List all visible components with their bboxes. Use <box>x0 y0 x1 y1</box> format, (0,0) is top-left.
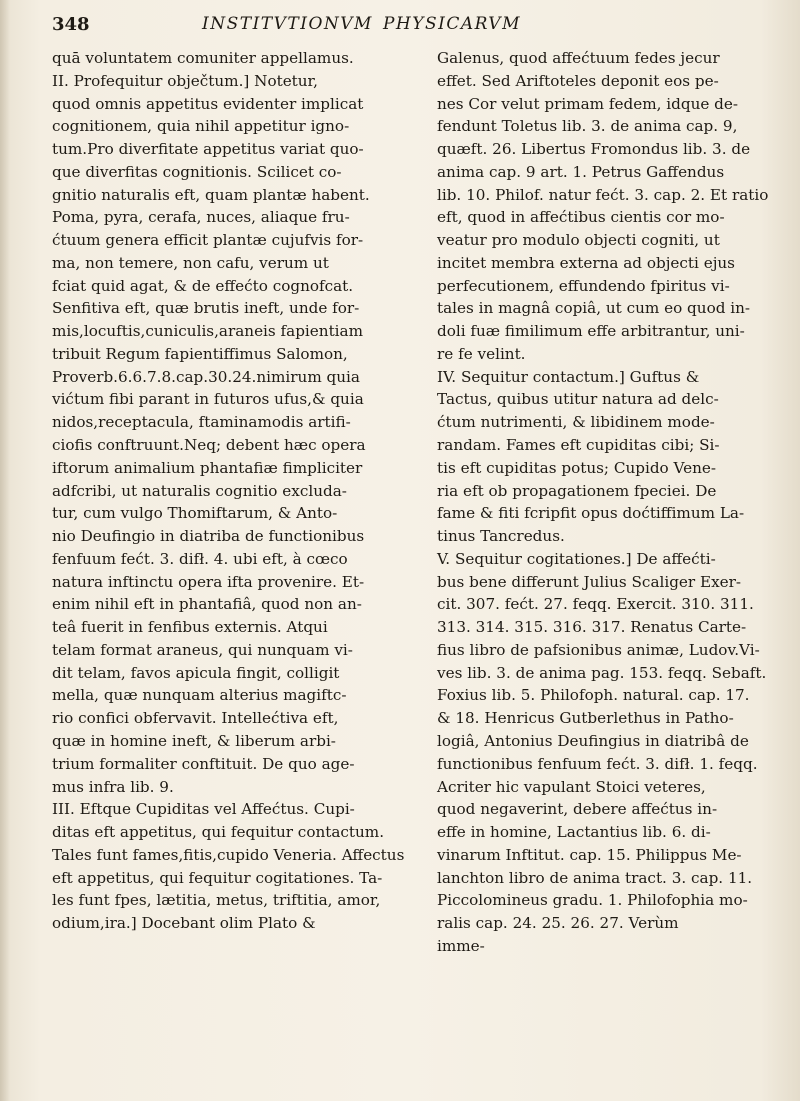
text-line: ves lib. 3. de anima pag. 153. feqq. Sebaft. <box>437 663 767 682</box>
text-line: nes Cor velut primam fedem, idque de- <box>437 94 739 113</box>
text-line: quod negaverint, debere affećtus in- <box>437 800 718 819</box>
text-line: fame & fiti fcripfit opus dоćtiffimum La- <box>437 504 745 523</box>
text-line: Tactus, quibus utitur natura ad delc- <box>437 390 719 409</box>
text-line: ma, non temere, non cafu, verum ut <box>52 253 329 272</box>
text-line: eft, quod in affećtibus cientis cor mo- <box>437 208 725 227</box>
text-line: vićtum fibi parant in futuros ufus,& quia <box>52 390 364 409</box>
text-line: trium formaliter conftituit. De quo age- <box>52 754 355 773</box>
text-line: ria eft ob propagationem fpeciei. De <box>437 481 717 500</box>
text-line: adfcribi, ut naturalis cognitio excluda- <box>52 481 347 500</box>
text-line: Galenus, quod affećtuum fedes jecur <box>437 49 720 67</box>
text-line: ciofis conftruunt.Neq; debent hæc opera <box>52 436 366 455</box>
text-line: perfecutionem, effundendo fpiritus vi- <box>437 276 730 295</box>
text-line: tales in magnâ copiâ, ut cum eo quod in- <box>437 299 751 318</box>
text-line: ćtum nutrimenti, & libidinem mode- <box>437 413 715 432</box>
text-line: Piccolomineus gradu. 1. Philofophia mo- <box>437 891 748 910</box>
text-line: quā voluntatem comuniter appellamus. <box>52 49 354 67</box>
text-line: functionibus fenfuum fećt. 3. difł. 1. feqq. <box>437 754 758 773</box>
text-line: doli fuæ fimilimum effe arbitrantur, uni- <box>437 322 745 341</box>
text-line: Proverb.6.6.7.8.cap.30.24.nimirum quia <box>52 367 360 386</box>
text-line: tum.Pro diverfitate appetitus variat quo- <box>52 140 364 159</box>
text-line: ralis cap. 24. 25. 26. 27. Verùm <box>437 914 679 933</box>
text-line: incitet membra externa ad objecti ejus <box>437 253 735 272</box>
text-line: quæft. 26. Libertus Fromondus lib. 3. de <box>437 140 751 159</box>
text-line: Senfitiva eft, quæ brutis ineft, unde for- <box>52 299 360 318</box>
running-head-left: INSTITVTIONVM <box>202 14 373 34</box>
running-head-right: PHYSICARVM <box>382 14 521 34</box>
running-head <box>202 14 521 34</box>
text-line: gnitio naturalis eft, quam plantæ habent. <box>52 185 370 204</box>
text-line: tinus Tancredus. <box>437 527 565 546</box>
text-line: 313. 314. 315. 316. 317. Renatus Carte- <box>437 618 747 637</box>
text-line: mis,locuftis,cuniculis,araneis fapientiam <box>52 322 363 341</box>
text-line: V. Sequitur cogitationes.] De affećti- <box>437 549 716 568</box>
text-line: rio confici obfervavit. Intellećtiva eft, <box>52 709 339 728</box>
text-line: logiâ, Antonius Deufingius in diatribâ de <box>437 731 749 750</box>
text-line: eft appetitus, qui fequitur cogitationes. Ta- <box>52 868 383 887</box>
text-line: III. Eftque Cupiditas vel Affećtus. Cupi- <box>52 800 355 819</box>
page-header <box>52 14 784 44</box>
text-line: tribuit Regum fapientiffimus Salomon, <box>52 344 348 363</box>
text-line: odium,ira.] Docebant olim Plato & <box>52 914 316 933</box>
text-line: tis eft cupiditas potus; Cupido Vene- <box>437 458 716 477</box>
text-line: cognitionem, quia nihil appetitur igno- <box>52 117 350 136</box>
text-line: fciat quid agat, & de effećto cognofcat. <box>52 276 354 295</box>
text-line: II. Profequitur obječtum.] Notetur, <box>52 71 318 90</box>
text-line: fius libro de pafsionibus animæ, Ludov.Vi- <box>437 640 760 659</box>
text-line: Foxius lib. 5. Philofoph. natural. cap. 17. <box>437 686 750 705</box>
text-line: cit. 307. fećt. 27. feqq. Exercit. 310. 311. <box>437 595 754 614</box>
text-line: Poma, pyra, cerafa, nuces, aliaque fru- <box>52 208 350 227</box>
text-line: imme- <box>437 936 485 955</box>
text-line: les funt fpes, lætitia, metus, triftitia, amor, <box>52 891 381 910</box>
text-line: fendunt Toletus lib. 3. de anima cap. 9, <box>437 117 738 136</box>
text-line: fenfuum fećt. 3. difł. 4. ubi eft, à cœco <box>52 549 348 568</box>
text-line: teâ fuerit in fenfibus externis. Atqui <box>52 618 328 637</box>
text-line: telam format araneus, qui nunquam vi- <box>52 640 353 659</box>
text-line: effet. Sed Ariftoteles deponit eos pe- <box>437 71 719 90</box>
text-line: dit telam, favos apicula fingit, colligit <box>52 663 340 682</box>
text-line: mella, quæ nunquam alterius magiftc- <box>52 686 347 705</box>
page-gutter-shadow <box>0 0 10 1101</box>
right-text-column <box>437 47 783 958</box>
text-line: veatur pro modulo objecti cogniti, ut <box>437 231 720 250</box>
text-line: nidos,receptacula, ftaminamodis artifi- <box>52 413 351 432</box>
page-number: 348 <box>52 14 90 35</box>
text-line: Tales funt fames,fitis,cupido Veneria. Affectus <box>52 845 405 864</box>
text-line: randam. Fames eft cupiditas cibi; Si- <box>437 436 720 455</box>
text-line: iftorum animalium phantafiæ fimpliciter <box>52 458 363 477</box>
text-line: quæ in homine ineft, & liberum arbi- <box>52 731 336 750</box>
text-line: effe in homine, Lactantius lib. 6. di- <box>437 823 711 842</box>
text-line: tur, cum vulgo Thomiftarum, & Anto- <box>52 504 338 523</box>
text-line: re fe velint. <box>437 344 526 363</box>
text-line: ćtuum genera efficit plantæ cujufvis for- <box>52 231 364 250</box>
text-line: & 18. Henricus Gutberlethus in Patho- <box>437 709 734 728</box>
text-line: enim nihil eft in phantafiâ, quod non an- <box>52 595 362 614</box>
text-line: Acriter hic vapulant Stoici veteres, <box>437 777 706 796</box>
text-line: ditas eft appetitus, qui fequitur contactum. <box>52 823 385 842</box>
text-line: nio Deufingio in diatriba de functionibus <box>52 527 365 546</box>
text-line: IV. Sequitur contactum.] Guftus & <box>437 367 700 386</box>
left-text-column <box>52 47 426 935</box>
text-line: quod omnis appetitus evidenter implicat <box>52 94 364 113</box>
text-line: lib. 10. Philof. natur fećt. 3. cap. 2. Et ratio <box>437 185 769 204</box>
text-line: bus bene differunt Julius Scaliger Exer- <box>437 572 742 591</box>
text-line: natura inftinctu opera ifta provenire. Et- <box>52 572 365 591</box>
text-line: mus infra lib. 9. <box>52 777 174 796</box>
text-line: que diverfitas cognitionis. Scilicet co- <box>52 162 342 181</box>
text-line: lanchton libro de anima tract. 3. cap. 11. <box>437 868 753 887</box>
text-line: vinarum Inftitut. cap. 15. Philippus Me- <box>437 845 742 864</box>
text-line: anima cap. 9 art. 1. Petrus Gaffendus <box>437 162 725 181</box>
